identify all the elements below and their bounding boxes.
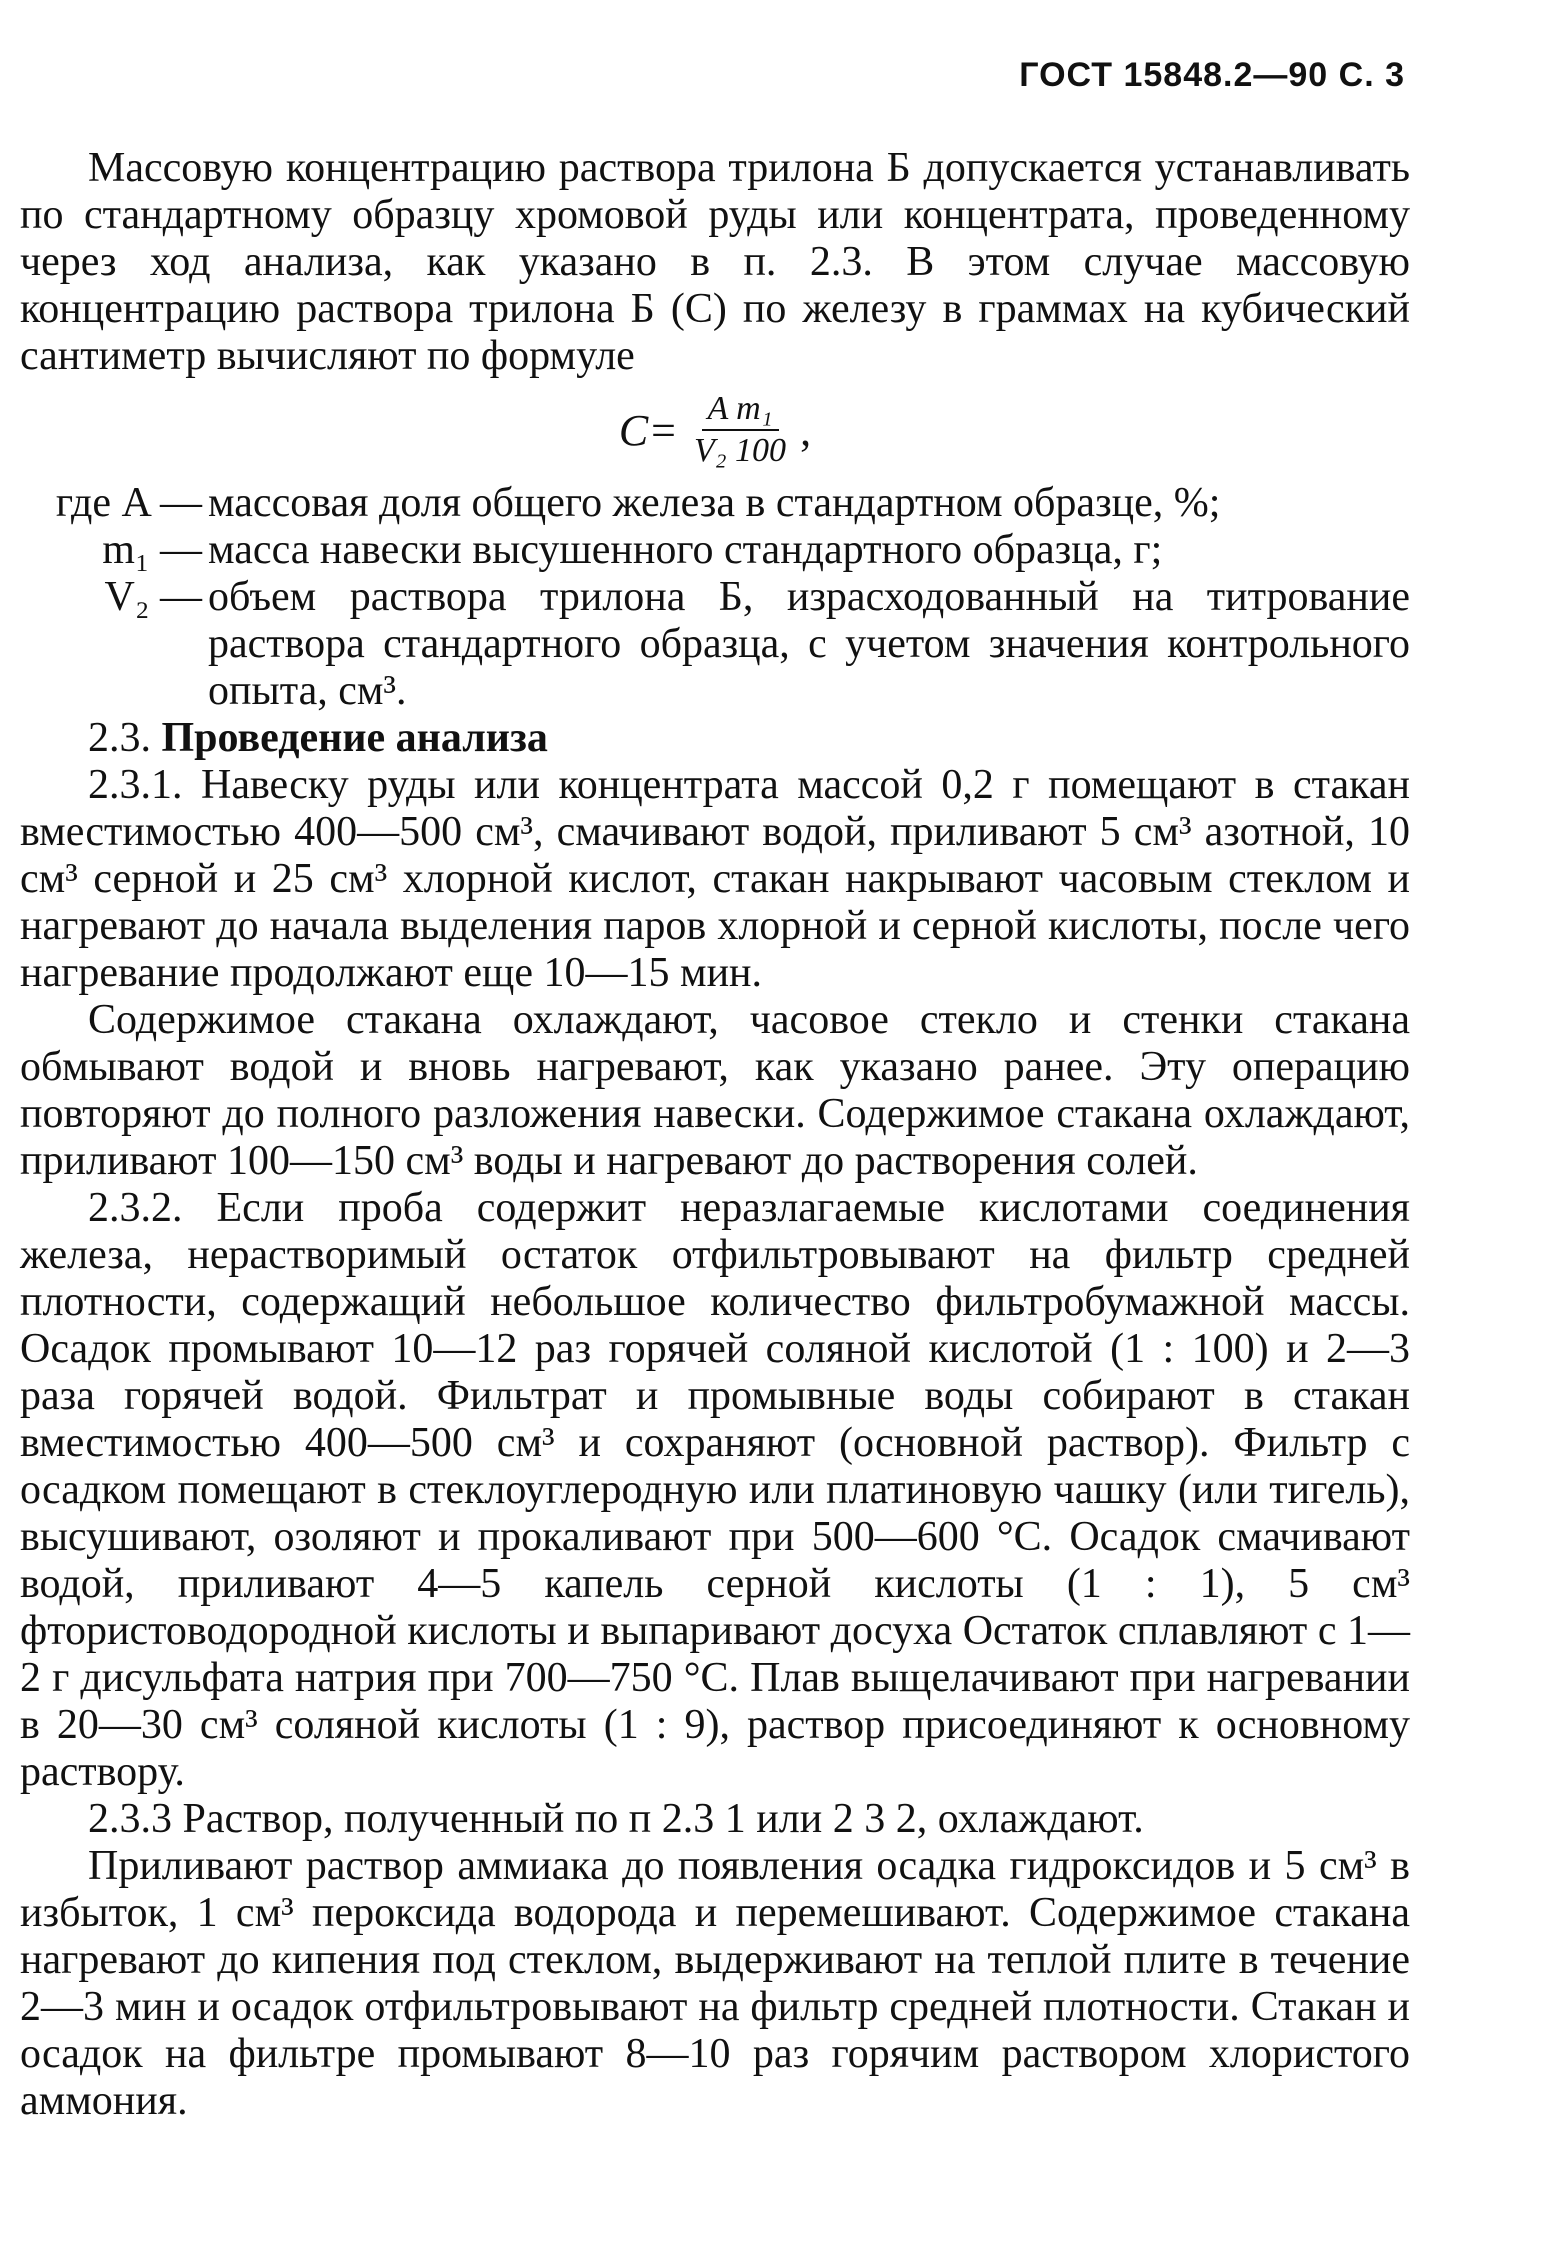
section-heading	[20, 715, 1410, 762]
document-body	[20, 145, 1410, 2125]
variable-description: масса навески высушенного стандартного образца, г;	[208, 527, 1163, 573]
section-title: Проведение анализа	[161, 715, 548, 761]
formula-lhs: C=	[618, 405, 678, 455]
variable-description: объем раствора трилона Б, израсходованный на титрование раствора стандартного образца, с учетом значения контрольного опыта, см³.	[208, 574, 1410, 714]
variable-description: массовая доля общего железа в стандартном образце, %;	[208, 480, 1221, 526]
page-header: ГОСТ 15848.2—90 С. 3	[1019, 56, 1405, 94]
variable-symbol: где A —	[55, 480, 202, 526]
variable-symbol: V₂ —	[104, 574, 202, 620]
formula-denominator: V₂ 100	[693, 432, 787, 469]
variable-definitions	[20, 480, 1410, 715]
variable-symbol: m₁ —	[102, 527, 202, 573]
formula-fraction	[688, 389, 792, 471]
formula-numerator: A m₁	[702, 389, 779, 431]
section-number: 2.3.	[88, 715, 151, 761]
paragraph: 2.3.1. Навеску руды или концентрата массой 0,2 г помещают в стакан вместимостью 400—500 см³, смачивают водой, приливают 5 см³ азотной, 10 см³ серной и 25 см³ хлорной кислот, стакан накрывают часовым стеклом и нагревают до начала выделения паров хлорной и серной кислоты, после чего нагревание продолжают еще 10—15 мин.	[20, 762, 1410, 996]
intro-paragraph: Массовую концентрацию раствора трилона Б допускается устанавливать по стандартному образцу хромовой руды или концентрата, проведенному через ход анализа, как указано в п. 2.3. В этом случае массовую концентрацию раствора трилона Б (C) по железу в граммах на кубический сантиметр вычисляют по формуле	[20, 145, 1410, 379]
paragraph: 2.3.2. Если проба содержит неразлагаемые кислотами соединения железа, нерастворимый остаток отфильтровывают на фильтр средней плотности, содержащий небольшое количество фильтробумажной массы. Осадок промывают 10—12 раз горячей соляной кислотой (1 : 100) и 2—3 раза горячей водой. Фильтрат и промывные воды собирают в стакан вместимостью 400—500 см³ и сохраняют (основной раствор). Фильтр с осадком помещают в стеклоуглеродную или платиновую чашку (или тигель), высушивают, озоляют и прокаливают при 500—600 °С. Осадок смачивают водой, приливают 4—5 капель серной кислоты (1 : 1), 5 см³ фтористоводородной кислоты и выпаривают досуха Остаток сплавляют с 1—2 г дисульфата натрия при 700—750 °С. Плав выщелачивают при нагревании в 20—30 см³ соляной кислоты (1 : 9), раствор присоединяют к основному раствору.	[20, 1185, 1410, 1795]
paragraph: 2.3.3 Раствор, полученный по п 2.3 1 или 2 3 2, охлаждают.	[88, 1796, 1144, 1842]
formula-comma: ,	[800, 405, 812, 455]
paragraph: Содержимое стакана охлаждают, часовое стекло и стенки стакана обмывают водой и вновь нагревают, как указано ранее. Эту операцию повторяют до полного разложения навески. Содержимое стакана охлаждают, приливают 100—150 см³ воды и нагревают до растворения солей.	[20, 997, 1410, 1184]
paragraph: Приливают раствор аммиака до появления осадка гидроксидов и 5 см³ в избыток, 1 см³ пероксида водорода и перемешивают. Содержимое стакана нагревают до кипения под стеклом, выдерживают на теплой плите в течение 2—3 мин и осадок отфильтровывают на фильтр средней плотности. Стакан и осадок на фильтре промывают 8—10 раз горячим раствором хлористого аммония.	[20, 1843, 1410, 2124]
formula	[20, 380, 1410, 480]
